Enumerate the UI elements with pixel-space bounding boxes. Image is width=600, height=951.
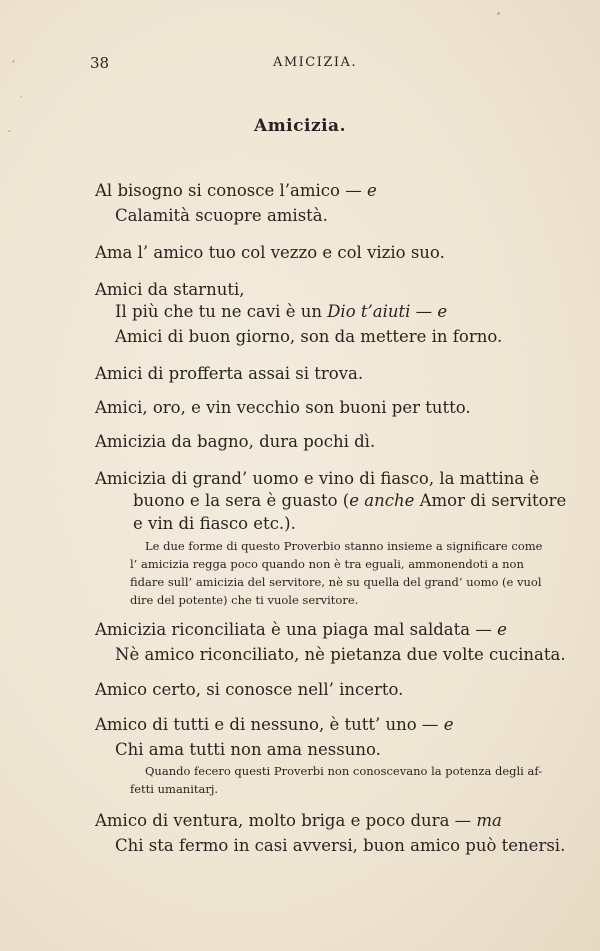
proverb-line: Amici da starnuti, [95, 280, 245, 299]
proverb-line: Amici, oro, e vin vecchio son buoni per tutto. [95, 398, 471, 417]
proverb-line: Amicizia da bagno, dura pochi dì. [95, 432, 376, 451]
proverb-line: e vin di fiasco etc.). [133, 514, 296, 533]
proverb-line: Amicizia di grand’ uomo e vino di fiasco, la mattina è [95, 469, 540, 488]
proverb-line: Ama l’ amico tuo col vezzo e col vizio suo. [95, 243, 445, 262]
section-title: Amicizia. [254, 116, 346, 136]
footnote-line: Le due forme di questo Proverbio stanno insieme a significare come [145, 539, 543, 553]
footnote-line: fetti umanitarj. [130, 782, 219, 796]
footnote-line: l’ amicizia regga poco quando non è tra eguali, ammonendoti a non [130, 557, 524, 571]
proverb-line: Amicizia riconciliata è una piaga mal saldata — e [95, 620, 507, 639]
proverb-line: Nè amico riconciliato, nè pietanza due volte cucinata. [115, 645, 566, 664]
proverb-line: Calamità scuopre amistà. [115, 206, 328, 225]
proverb-line: Amici di buon giorno, son da mettere in forno. [115, 327, 503, 346]
proverb-line: Amico di tutti e di nessuno, è tutt’ uno — e [95, 715, 454, 734]
page-header [90, 54, 540, 74]
proverb-line: Il più che tu ne cavi è un Dio t’aiuti — e [115, 302, 448, 321]
proverb-line: Chi sta fermo in casi avversi, buon amico può tenersi. [115, 836, 566, 855]
proverb-line: Chi ama tutti non ama nessuno. [115, 740, 381, 759]
running-head: AMICIZIA. [272, 55, 358, 70]
footnote-line: fidare sull’ amicizia del servitore, nè su quella del grand’ uomo (e vuol [130, 575, 542, 589]
footnote-line: dire del potente) che ti vuole servitore. [130, 593, 359, 607]
proverb-line: Amico di ventura, molto briga e poco dura — ma [95, 811, 502, 830]
proverb-line: Amici di profferta assai si trova. [95, 364, 364, 383]
page-number: 38 [90, 54, 110, 72]
proverb-line: Al bisogno si conosce l’amico — e [95, 181, 377, 200]
proverb-line: Amico certo, si conosce nell’ incerto. [95, 680, 404, 699]
proverb-line: buono e la sera è guasto (e anche Amor di servitore [133, 491, 567, 510]
foxing-spot [20, 96, 22, 98]
foxing-spot [497, 12, 500, 15]
foxing-spot [12, 60, 15, 63]
footnote-line: Quando fecero questi Proverbi non conoscevano la potenza degli af- [145, 764, 543, 778]
